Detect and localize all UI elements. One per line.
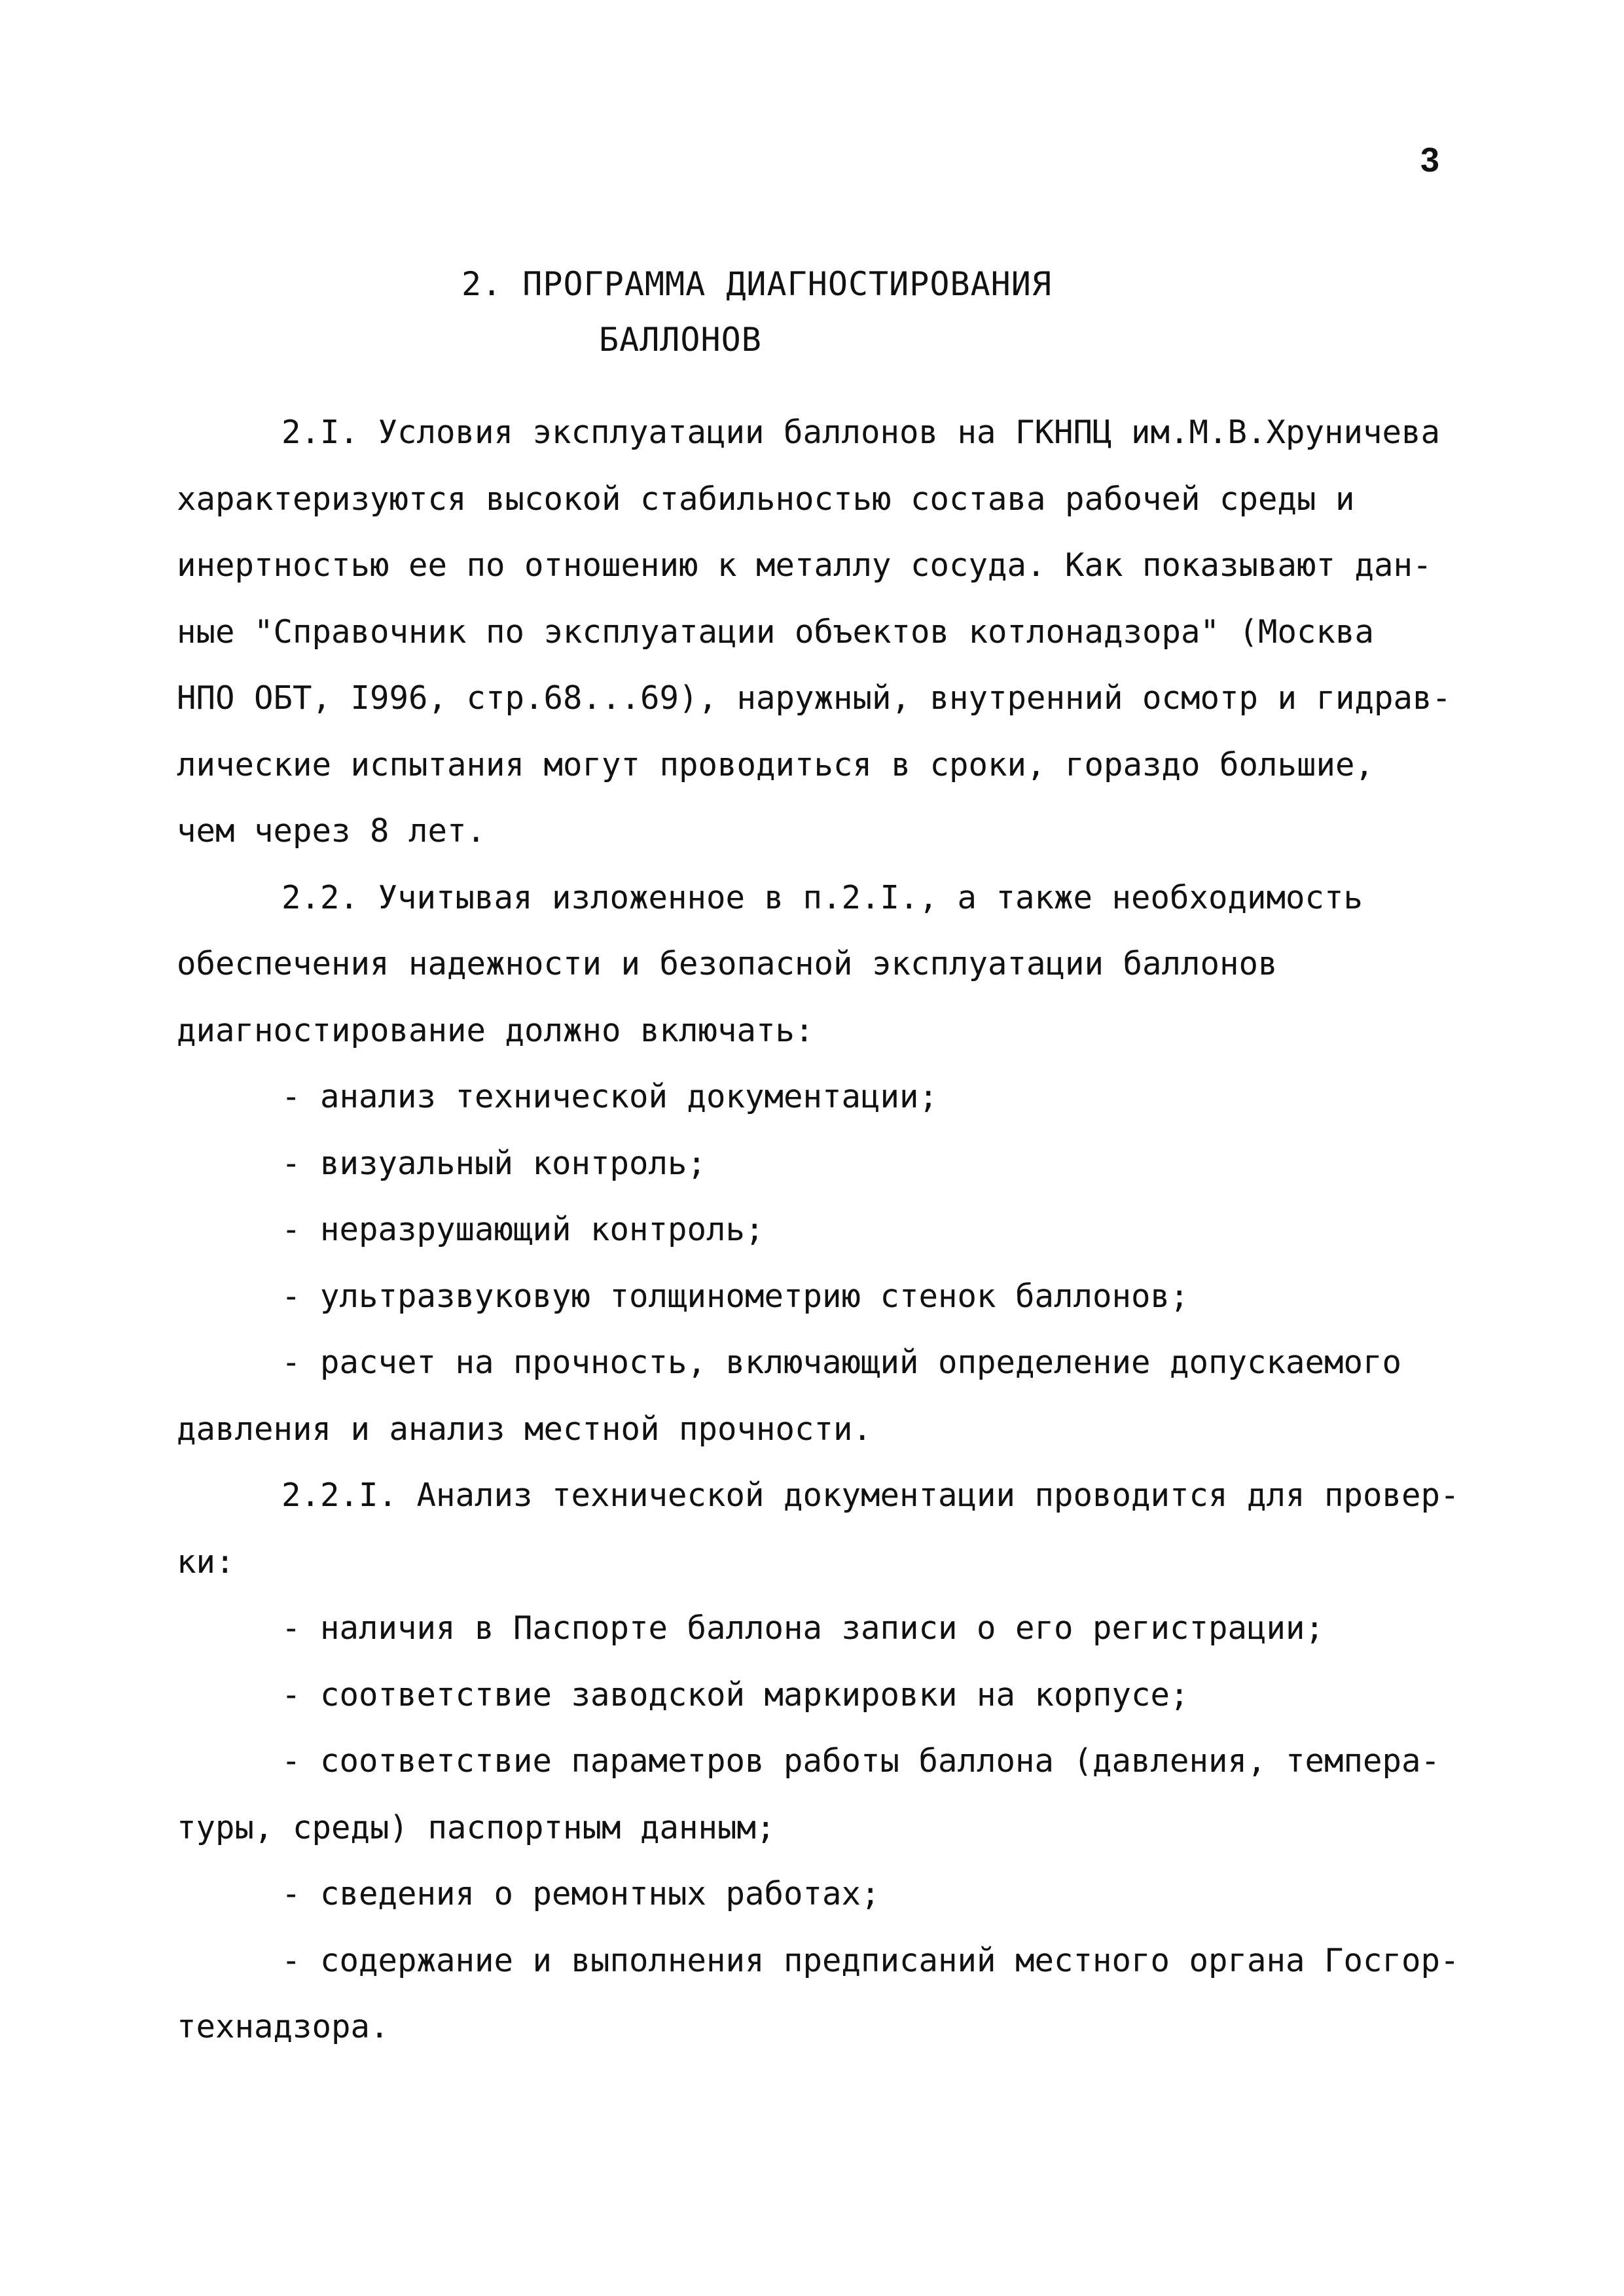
text-line: давления и анализ местной прочности. <box>177 1410 873 1448</box>
page-number: 3 <box>1420 141 1439 179</box>
list-item: - расчет на прочность, включающий определение допускаемого <box>281 1344 1402 1381</box>
list-item: - сведения о ремонтных работах; <box>281 1875 880 1912</box>
section-heading-line-2: БАЛЛОНОВ <box>599 321 762 359</box>
document-body <box>177 399 1519 2060</box>
list-item: - содержание и выполнения предписаний местного органа Госгор- <box>281 1941 1460 1979</box>
list-item: - визуальный контроль; <box>281 1144 707 1182</box>
list-item: - неразрушающий контроль; <box>281 1211 765 1248</box>
list-item: - соответствие параметров работы баллона (давления, темпера- <box>281 1742 1441 1780</box>
text-line: чем через 8 лет. <box>177 812 486 850</box>
list-item: - анализ технической документации; <box>281 1078 939 1115</box>
text-line: лические испытания могут проводиться в сроки, гораздо большие, <box>177 745 1375 783</box>
list-item: - соответствие заводской маркировки на корпусе; <box>281 1676 1189 1713</box>
text-line: ные "Справочник по эксплуатации объектов котлонадзора" (Москва <box>177 613 1375 651</box>
text-line: ки: <box>177 1543 235 1581</box>
text-line: 2.2. Учитывая изложенное в п.2.I., а также необходимость <box>281 878 1363 916</box>
text-line: 2.2.I. Анализ технической документации проводится для провер- <box>281 1477 1460 1514</box>
text-line: характеризуются высокой стабильностью состава рабочей среды и <box>177 480 1355 518</box>
text-line: инертностью ее по отношению к металлу сосуда. Как показывают дан- <box>177 547 1432 584</box>
text-line: диагностирование должно включать: <box>177 1011 814 1049</box>
text-line: туры, среды) паспортным данным; <box>177 1808 776 1846</box>
text-line: обеспечения надежности и безопасной эксплуатации баллонов <box>177 945 1278 982</box>
text-line: технадзора. <box>177 2008 389 2045</box>
list-item: - ультразвуковую толщинометрию стенок баллонов; <box>281 1277 1189 1315</box>
list-item: - наличия в Паспорте баллона записи о его регистрации; <box>281 1609 1325 1647</box>
text-line: НПО ОБТ, I996, стр.68...69), наружный, внутренний осмотр и гидрав- <box>177 679 1452 717</box>
text-line: 2.I. Условия эксплуатации баллонов на ГКНПЦ им.М.В.Хруничева <box>281 414 1441 451</box>
section-heading-line-1: 2. ПРОГРАММА ДИАГНОСТИРОВАНИЯ <box>461 265 1052 303</box>
